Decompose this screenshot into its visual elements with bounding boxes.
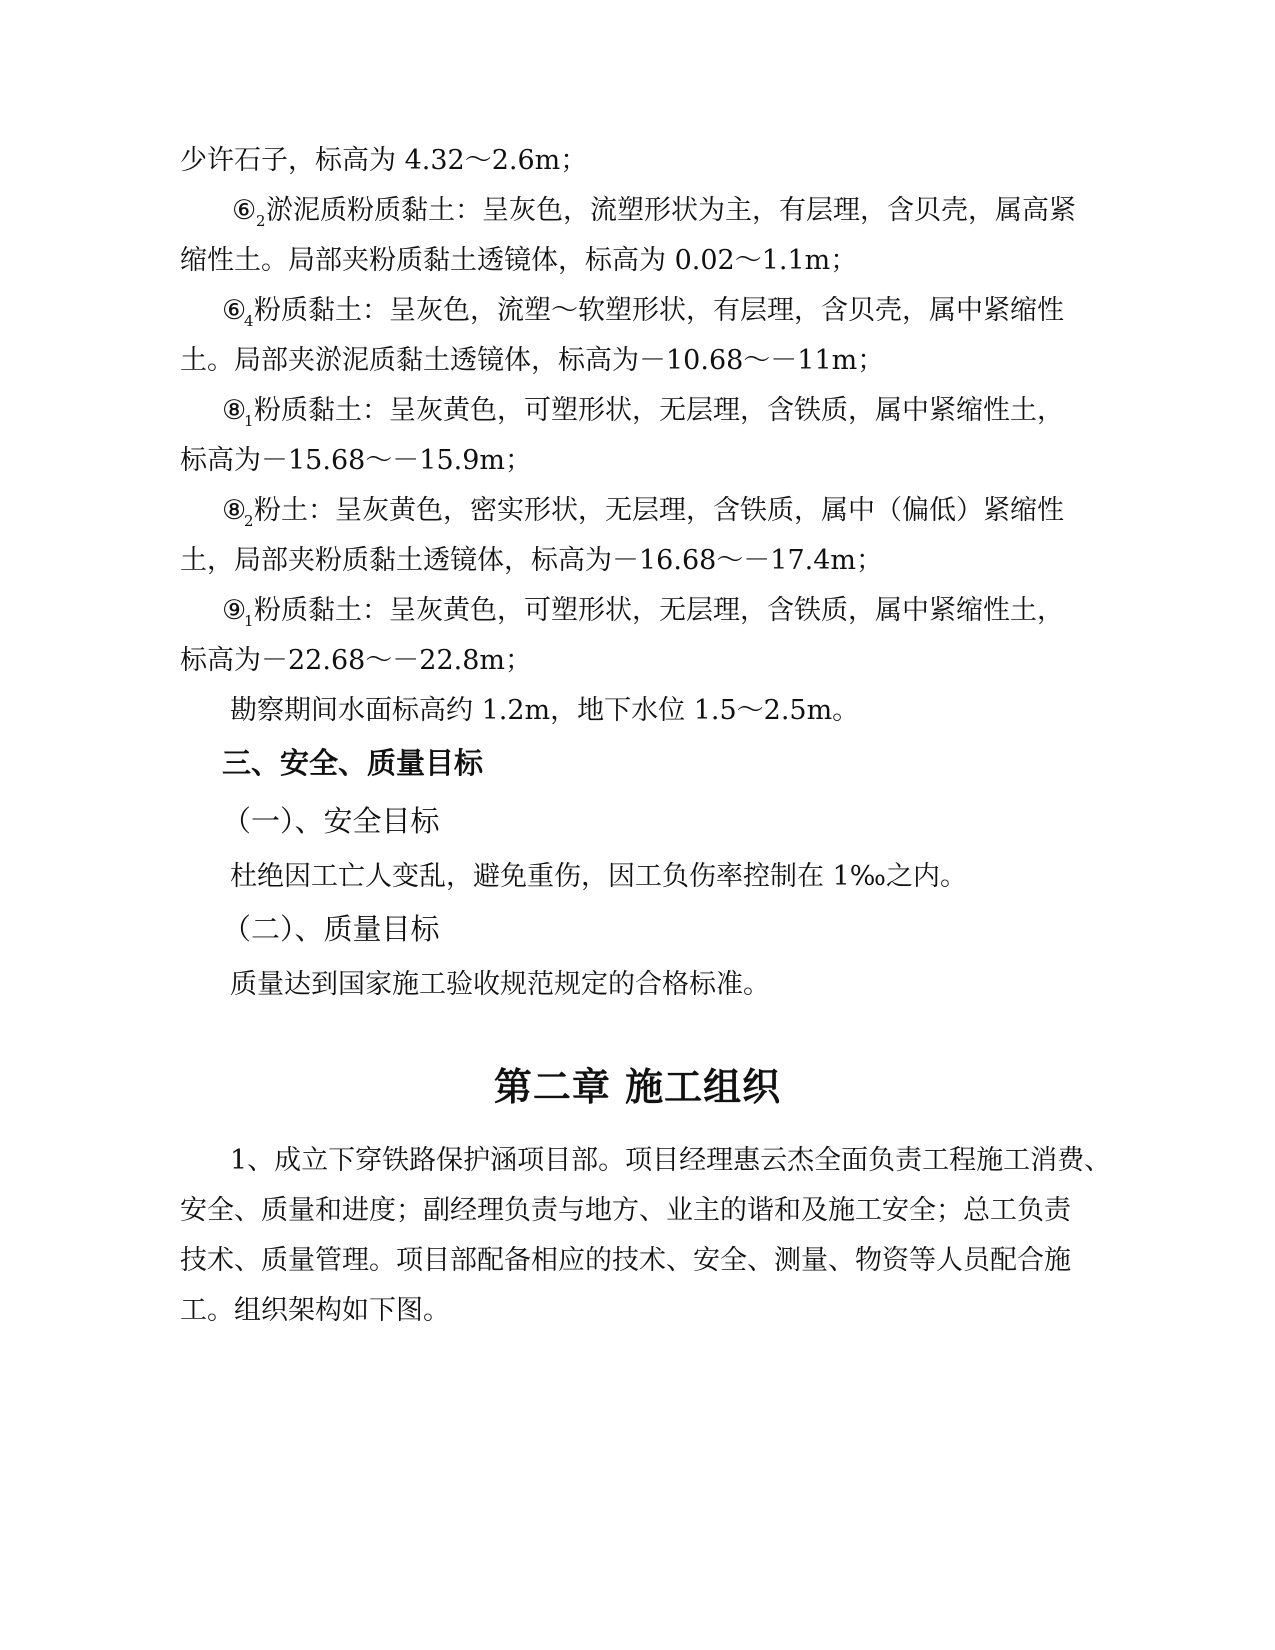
section-heading: 三、安全、质量目标	[222, 746, 484, 780]
safety-goal-text: 杜绝因工亡人变乱，避免重伤，因工负伤率控制在 1‰之内。	[230, 861, 967, 892]
layer-description: 粉质黏土：呈灰黄色，可塑形状，无层理，含铁质，属中紧缩性土，	[254, 395, 1064, 426]
layer-description: 粉质黏土：呈灰色，流塑～软塑形状，有层理，含贝壳，属中紧缩性	[254, 295, 1064, 326]
chapter-title: 第二章 施工组织	[493, 1065, 782, 1109]
layer-marker: ⑧	[222, 395, 247, 426]
water-level-line: 勘察期间水面标高约 1.2m，地下水位 1.5～2.5m。	[230, 695, 860, 726]
quality-goal-heading: （二）、质量目标	[222, 912, 440, 946]
quality-goal-text: 质量达到国家施工验收规范规定的合格标准。	[230, 969, 770, 1000]
layer-continuation: 标高为－22.68～－22.8m；	[180, 645, 533, 676]
layer-continuation: 土，局部夹粉质黏土透镜体，标高为－16.68～－17.4m；	[180, 545, 884, 576]
paragraph-line: 1、成立下穿铁路保护涵项目部。项目经理惠云杰全面负责工程施工消费、	[230, 1145, 1112, 1176]
paragraph-line: 工。组织架构如下图。	[180, 1295, 450, 1326]
layer-marker: ⑥	[232, 195, 257, 226]
paragraph-line: 技术、质量管理。项目部配备相应的技术、安全、测量、物资等人员配合施	[180, 1245, 1071, 1276]
safety-goal-heading: （一）、安全目标	[222, 804, 440, 838]
layer-continuation: 缩性土。局部夹粉质黏土透镜体，标高为 0.02～1.1m；	[180, 245, 858, 276]
paragraph-line: 安全、质量和进度；副经理负责与地方、业主的谐和及施工安全；总工负责	[180, 1195, 1071, 1226]
layer-subscript: 2	[256, 212, 266, 230]
layer-marker: ⑨	[222, 595, 247, 626]
layer-marker: ⑥	[222, 295, 247, 326]
layer-marker: ⑧	[222, 495, 247, 526]
layer-continuation: 土。局部夹淤泥质黏土透镜体，标高为－10.68～－11m；	[180, 345, 885, 376]
layer-description: 粉土：呈灰黄色，密实形状，无层理，含铁质，属中（偏低）紧缩性	[254, 495, 1064, 526]
intro-line: 少许石子，标高为 4.32～2.6m；	[180, 145, 588, 176]
layer-subscript: 2	[244, 512, 254, 530]
layer-subscript: 1	[244, 612, 254, 630]
layer-subscript: 4	[244, 312, 254, 330]
layer-description: 淤泥质粉质黏土：呈灰色，流塑形状为主，有层理，含贝壳，属高紧	[266, 195, 1076, 226]
layer-subscript: 1	[244, 412, 254, 430]
layer-description: 粉质黏土：呈灰黄色，可塑形状，无层理，含铁质，属中紧缩性土，	[254, 595, 1064, 626]
layer-continuation: 标高为－15.68～－15.9m；	[180, 445, 533, 476]
